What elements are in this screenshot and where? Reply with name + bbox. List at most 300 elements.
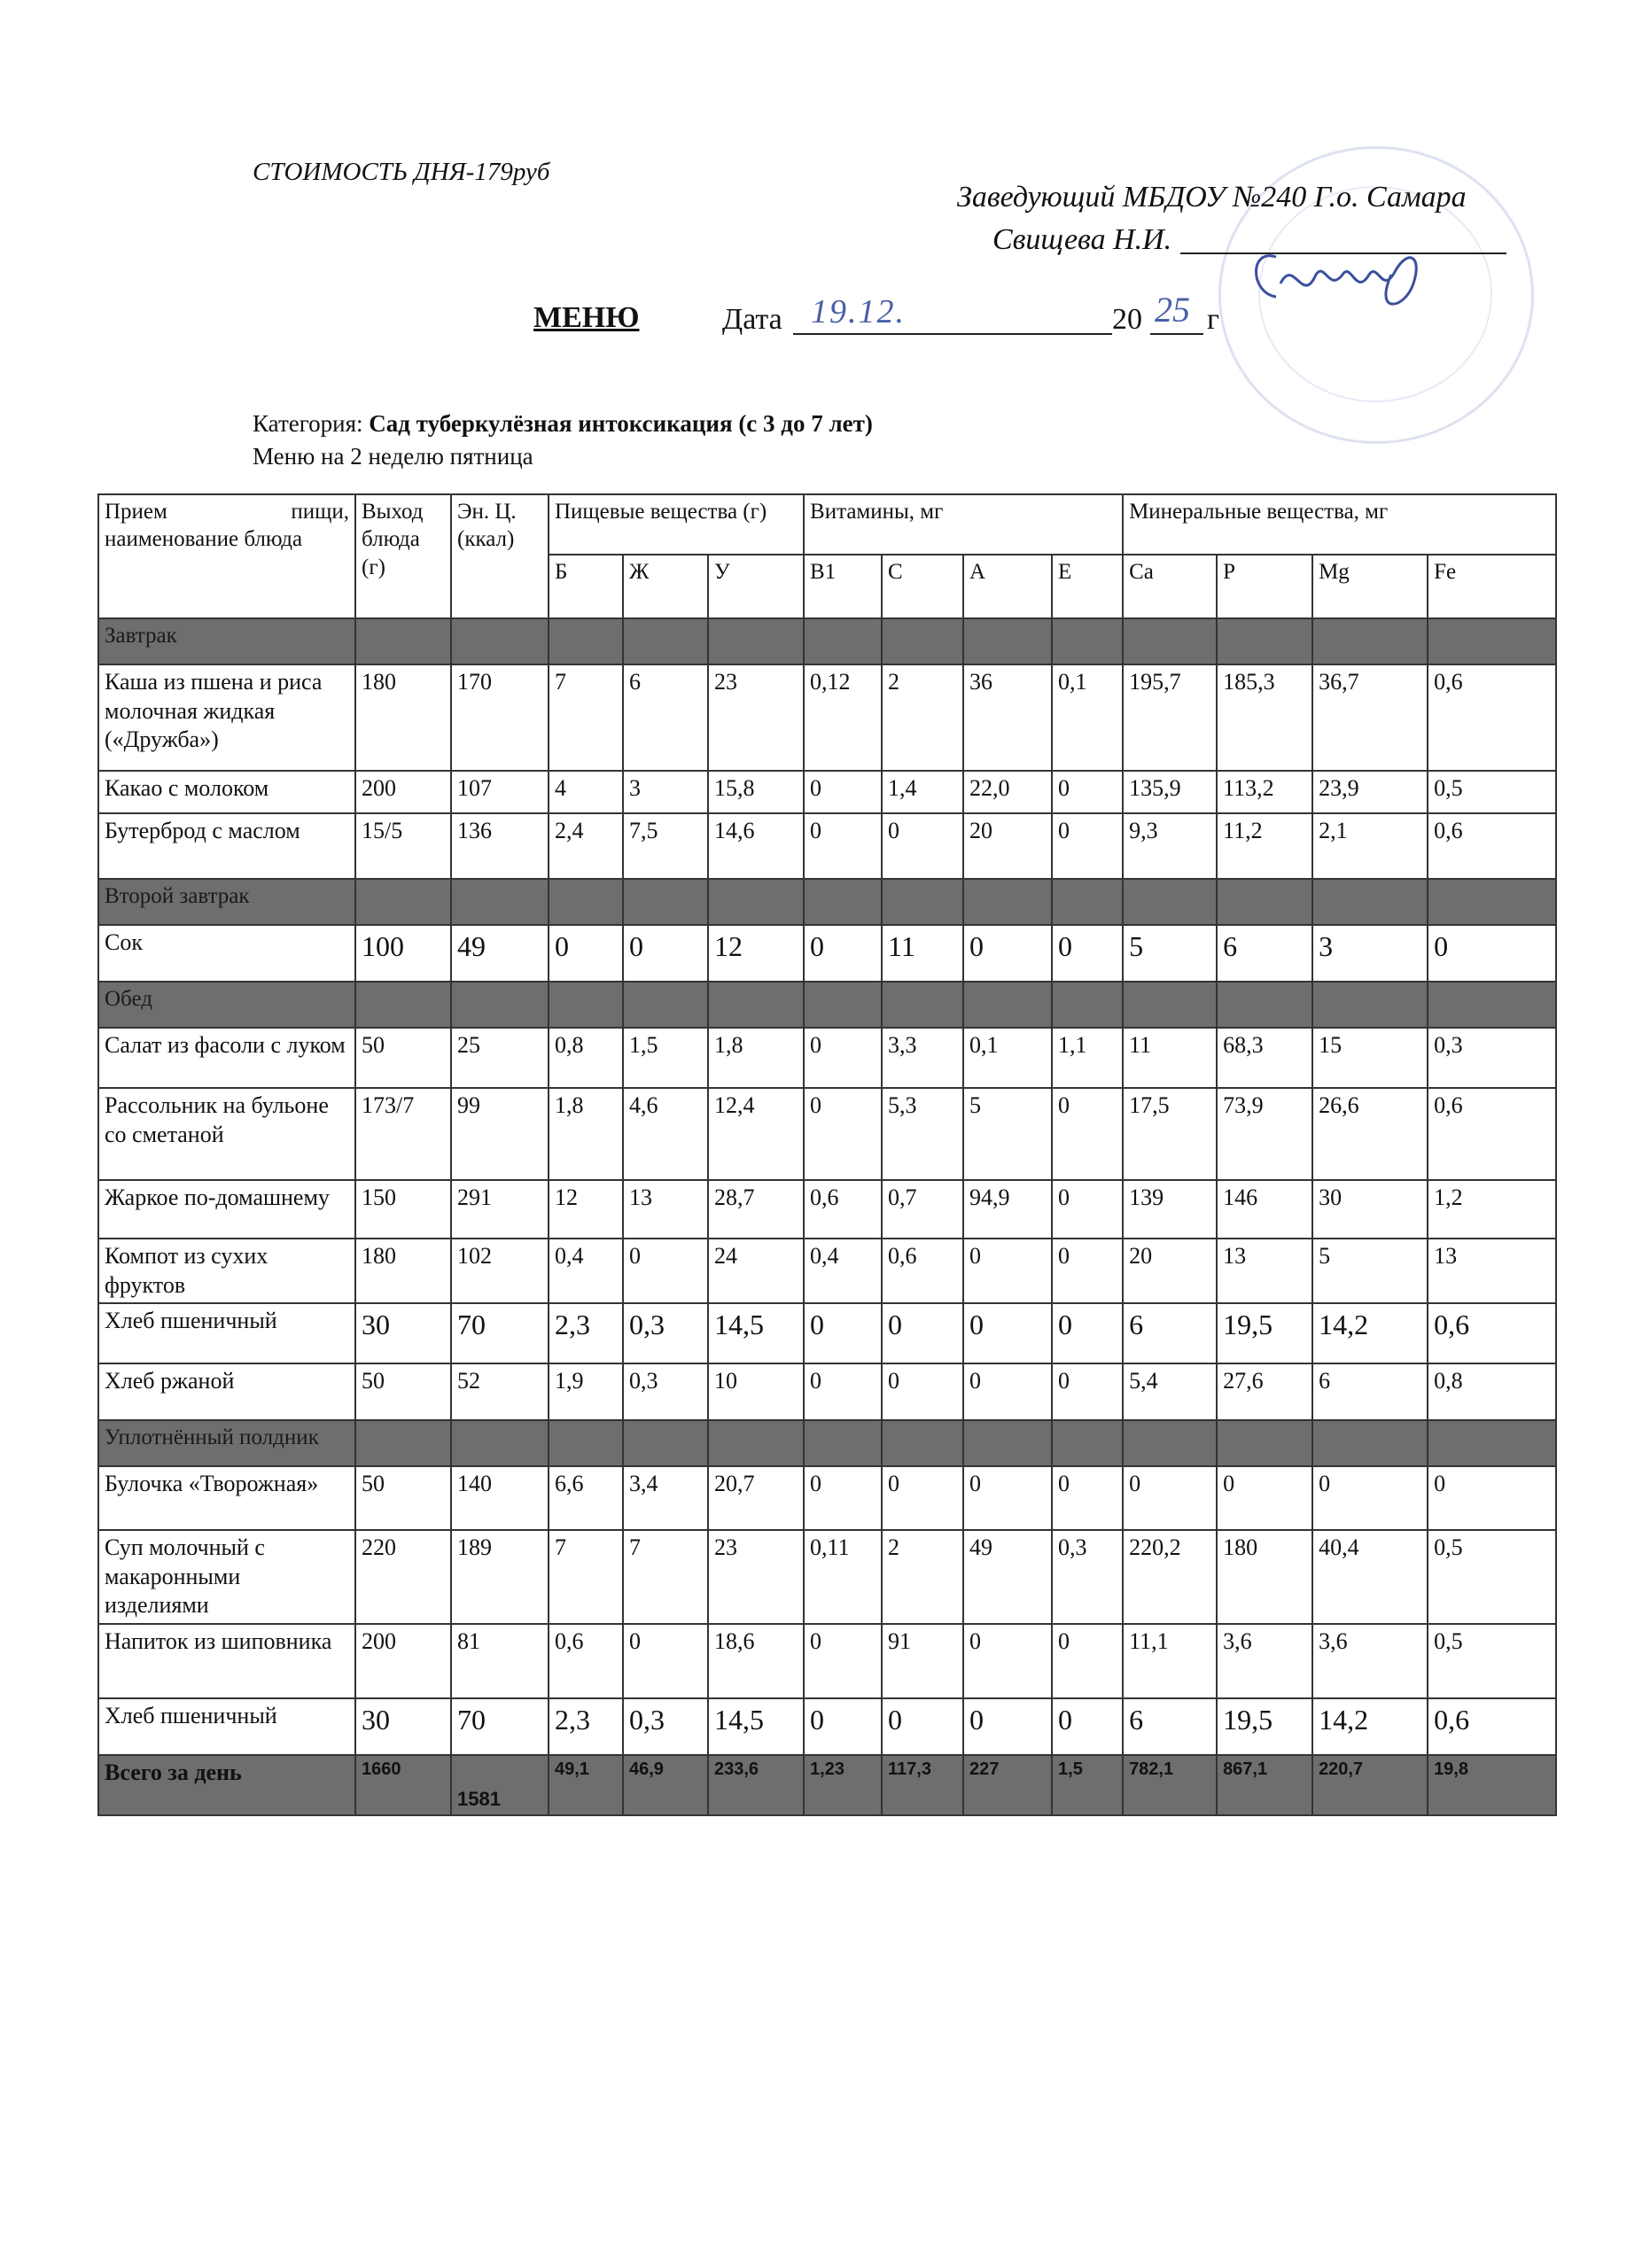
dish-value: 0,8 [549, 1028, 623, 1088]
approval-header-line1: Заведующий МБДОУ №240 Г.о. Самара [957, 181, 1467, 214]
dish-value: 30 [1312, 1180, 1428, 1239]
dish-value: 24 [708, 1239, 804, 1303]
section-filler-cell [1217, 982, 1312, 1028]
year-underline [1150, 333, 1203, 335]
dish-value: 0 [1217, 1466, 1312, 1530]
dish-value: 0 [1428, 1466, 1556, 1530]
dish-value: 52 [451, 1363, 549, 1420]
dish-value: 0 [882, 1466, 963, 1530]
section-filler-cell [1312, 982, 1428, 1028]
dish-value: 5 [1312, 1239, 1428, 1303]
section-filler-cell [882, 1420, 963, 1466]
dish-value: 13 [1217, 1239, 1312, 1303]
dish-value: 13 [623, 1180, 708, 1239]
section-filler-cell [963, 1420, 1052, 1466]
dish-value: 0 [804, 813, 882, 879]
dish-name: Жаркое по-домашнему [98, 1180, 355, 1239]
dish-row [98, 1180, 1556, 1239]
dish-value: 15 [1312, 1028, 1428, 1088]
dish-value: 19,5 [1217, 1698, 1312, 1755]
subheader-cell: Mg [1312, 555, 1428, 618]
dish-value: 26,6 [1312, 1088, 1428, 1180]
dish-value: 94,9 [963, 1180, 1052, 1239]
dish-value: 0,5 [1428, 1530, 1556, 1624]
dish-value: 11,1 [1123, 1624, 1217, 1698]
header-vitamins: Витамины, мг [804, 494, 1123, 555]
total-label: Всего за день [98, 1755, 355, 1815]
section-filler-cell [963, 618, 1052, 664]
subheader-cell: В1 [804, 555, 882, 618]
total-value: 1660 [355, 1755, 451, 1815]
dish-value: 50 [355, 1466, 451, 1530]
dish-value: 0 [1052, 1624, 1123, 1698]
dish-value: 0,3 [623, 1698, 708, 1755]
dish-value: 11 [1123, 1028, 1217, 1088]
section-filler-cell [1123, 982, 1217, 1028]
dish-value: 25 [451, 1028, 549, 1088]
dish-value: 23 [708, 664, 804, 771]
section-filler-cell [708, 879, 804, 925]
header-dish-name: Прием пищи, наименование блюда [98, 494, 355, 618]
day-cost: СТОИМОСТЬ ДНЯ-179руб [253, 158, 550, 186]
dish-value: 13 [1428, 1239, 1556, 1303]
dish-value: 0,6 [1428, 1698, 1556, 1755]
dish-value: 6 [1123, 1303, 1217, 1363]
dish-value: 0,8 [1428, 1363, 1556, 1420]
dish-value: 4,6 [623, 1088, 708, 1180]
dish-value: 20,7 [708, 1466, 804, 1530]
section-row [98, 618, 1556, 664]
section-row [98, 982, 1556, 1028]
dish-value: 22,0 [963, 771, 1052, 813]
section-filler-cell [355, 879, 451, 925]
dish-value: 0,3 [1428, 1028, 1556, 1088]
dish-value: 49 [963, 1530, 1052, 1624]
section-filler-cell [1428, 982, 1556, 1028]
dish-value: 20 [1123, 1239, 1217, 1303]
dish-name: Рассольник на бульоне со сметаной [98, 1088, 355, 1180]
section-filler-cell [1123, 618, 1217, 664]
dish-value: 100 [355, 925, 451, 982]
dish-value: 180 [355, 664, 451, 771]
dish-name: Суп молочный с макаронными изделиями [98, 1530, 355, 1624]
dish-value: 36,7 [1312, 664, 1428, 771]
dish-value: 185,3 [1217, 664, 1312, 771]
dish-value: 11 [882, 925, 963, 982]
dish-row [98, 1698, 1556, 1755]
subheader-cell: Ж [623, 555, 708, 618]
subheader-cell: Б [549, 555, 623, 618]
date-underline [793, 333, 1112, 335]
dish-value: 0 [804, 1028, 882, 1088]
dish-value: 136 [451, 813, 549, 879]
dish-value: 0 [1052, 1466, 1123, 1530]
dish-value: 12 [708, 925, 804, 982]
section-filler-cell [963, 879, 1052, 925]
dish-value: 0 [963, 1303, 1052, 1363]
dish-name: Компот из сухих фруктов [98, 1239, 355, 1303]
dish-value: 0 [963, 1698, 1052, 1755]
dish-value: 200 [355, 771, 451, 813]
dish-value: 0 [963, 1363, 1052, 1420]
dish-value: 0 [1052, 771, 1123, 813]
section-filler-cell [1123, 879, 1217, 925]
dish-name: Бутерброд с маслом [98, 813, 355, 879]
dish-value: 1,5 [623, 1028, 708, 1088]
section-filler-cell [882, 982, 963, 1028]
section-filler-cell [1052, 879, 1123, 925]
dish-value: 107 [451, 771, 549, 813]
section-filler-cell [804, 1420, 882, 1466]
dish-value: 12,4 [708, 1088, 804, 1180]
dish-value: 146 [1217, 1180, 1312, 1239]
dish-value: 9,3 [1123, 813, 1217, 879]
category-line [253, 410, 873, 438]
menu-table [97, 493, 1557, 1816]
dish-row [98, 813, 1556, 879]
dish-value: 0 [804, 1466, 882, 1530]
dish-value: 2,1 [1312, 813, 1428, 879]
dish-value: 0,11 [804, 1530, 882, 1624]
dish-value: 14,5 [708, 1698, 804, 1755]
dish-value: 14,5 [708, 1303, 804, 1363]
dish-value: 4 [549, 771, 623, 813]
section-filler-cell [882, 618, 963, 664]
section-filler-cell [1428, 879, 1556, 925]
dish-value: 0 [804, 1303, 882, 1363]
section-filler-cell [1312, 1420, 1428, 1466]
dish-value: 140 [451, 1466, 549, 1530]
dish-value: 30 [355, 1303, 451, 1363]
dish-value: 0,5 [1428, 771, 1556, 813]
total-value: 49,1 [549, 1755, 623, 1815]
subheader-cell: Fe [1428, 555, 1556, 618]
section-title: Уплотнённый полдник [98, 1420, 355, 1466]
dish-value: 2,3 [549, 1698, 623, 1755]
dish-name: Какао с молоком [98, 771, 355, 813]
dish-value: 0 [1052, 925, 1123, 982]
total-value: 227 [963, 1755, 1052, 1815]
year-prefix: 20 [1112, 303, 1142, 336]
dish-value: 19,5 [1217, 1303, 1312, 1363]
section-filler-cell [549, 879, 623, 925]
dish-value: 7,5 [623, 813, 708, 879]
section-filler-cell [1428, 1420, 1556, 1466]
dish-value: 0,4 [549, 1239, 623, 1303]
dish-value: 0,6 [549, 1624, 623, 1698]
section-filler-cell [1217, 1420, 1312, 1466]
dish-value: 102 [451, 1239, 549, 1303]
dish-value: 17,5 [1123, 1088, 1217, 1180]
section-title: Обед [98, 982, 355, 1028]
section-filler-cell [355, 618, 451, 664]
dish-value: 150 [355, 1180, 451, 1239]
header-energy: Эн. Ц. (ккал) [451, 494, 549, 618]
dish-row [98, 771, 1556, 813]
section-filler-cell [355, 1420, 451, 1466]
dish-value: 5 [963, 1088, 1052, 1180]
subheader-cell: С [882, 555, 963, 618]
dish-value: 1,2 [1428, 1180, 1556, 1239]
section-filler-cell [804, 879, 882, 925]
section-filler-cell [708, 982, 804, 1028]
section-filler-cell [882, 879, 963, 925]
dish-value: 0 [623, 1239, 708, 1303]
dish-name: Хлеб пшеничный [98, 1698, 355, 1755]
dish-name: Сок [98, 925, 355, 982]
dish-value: 0 [1052, 1303, 1123, 1363]
total-value: 46,9 [623, 1755, 708, 1815]
section-title: Второй завтрак [98, 879, 355, 925]
section-filler-cell [623, 982, 708, 1028]
dish-value: 28,7 [708, 1180, 804, 1239]
dish-value: 0 [1123, 1466, 1217, 1530]
section-row [98, 879, 1556, 925]
dish-value: 0 [1052, 1180, 1123, 1239]
dish-value: 3 [623, 771, 708, 813]
dish-value: 189 [451, 1530, 549, 1624]
dish-value: 0 [963, 1624, 1052, 1698]
dish-value: 0 [804, 1088, 882, 1180]
dish-value: 6 [623, 664, 708, 771]
dish-value: 6 [1312, 1363, 1428, 1420]
dish-value: 2,4 [549, 813, 623, 879]
dish-row [98, 664, 1556, 771]
category-label: Категория: [253, 410, 370, 437]
dish-value: 2 [882, 1530, 963, 1624]
dish-value: 99 [451, 1088, 549, 1180]
section-filler-cell [1052, 982, 1123, 1028]
dish-row [98, 1239, 1556, 1303]
dish-value: 0,1 [1052, 664, 1123, 771]
dish-value: 15/5 [355, 813, 451, 879]
dish-value: 7 [549, 1530, 623, 1624]
dish-value: 5 [1123, 925, 1217, 982]
dish-value: 0 [804, 771, 882, 813]
section-filler-cell [623, 618, 708, 664]
dish-value: 23,9 [1312, 771, 1428, 813]
dish-value: 0,3 [623, 1303, 708, 1363]
total-value: 1,5 [1052, 1755, 1123, 1815]
dish-value: 91 [882, 1624, 963, 1698]
section-filler-cell [623, 879, 708, 925]
dish-value: 0 [1428, 925, 1556, 982]
dish-value: 1,4 [882, 771, 963, 813]
dish-value: 0,12 [804, 664, 882, 771]
section-filler-cell [1312, 618, 1428, 664]
dish-value: 0,6 [882, 1239, 963, 1303]
dish-value: 0 [1052, 1239, 1123, 1303]
dish-value: 0 [1052, 1363, 1123, 1420]
handwritten-signature [1241, 221, 1444, 319]
dish-value: 7 [623, 1530, 708, 1624]
dish-value: 0,6 [1428, 664, 1556, 771]
total-value: 117,3 [882, 1755, 963, 1815]
subheader-cell: А [963, 555, 1052, 618]
dish-value: 0 [882, 813, 963, 879]
dish-value: 73,9 [1217, 1088, 1312, 1180]
dish-value: 27,6 [1217, 1363, 1312, 1420]
dish-row [98, 1624, 1556, 1698]
dish-value: 0,3 [1052, 1530, 1123, 1624]
dish-value: 11,2 [1217, 813, 1312, 879]
dish-value: 15,8 [708, 771, 804, 813]
dish-value: 1,9 [549, 1363, 623, 1420]
dish-value: 2,3 [549, 1303, 623, 1363]
dish-value: 0 [882, 1698, 963, 1755]
dish-value: 135,9 [1123, 771, 1217, 813]
dish-value: 6 [1217, 925, 1312, 982]
section-filler-cell [451, 1420, 549, 1466]
header-yield: Выход блюда (г) [355, 494, 451, 618]
total-value: 19,8 [1428, 1755, 1556, 1815]
dish-value: 0 [804, 1363, 882, 1420]
dish-value: 49 [451, 925, 549, 982]
dish-value: 7 [549, 664, 623, 771]
section-row [98, 1420, 1556, 1466]
dish-value: 3,6 [1217, 1624, 1312, 1698]
dish-value: 0,6 [1428, 1303, 1556, 1363]
section-filler-cell [549, 982, 623, 1028]
dish-value: 5,4 [1123, 1363, 1217, 1420]
section-filler-cell [1217, 618, 1312, 664]
dish-value: 0 [1052, 1088, 1123, 1180]
dish-value: 200 [355, 1624, 451, 1698]
dish-value: 139 [1123, 1180, 1217, 1239]
dish-value: 291 [451, 1180, 549, 1239]
dish-value: 0 [882, 1303, 963, 1363]
dish-name: Булочка «Творожная» [98, 1466, 355, 1530]
dish-value: 40,4 [1312, 1530, 1428, 1624]
section-filler-cell [1052, 618, 1123, 664]
dish-row [98, 1303, 1556, 1363]
dish-value: 36 [963, 664, 1052, 771]
dish-value: 0,3 [623, 1363, 708, 1420]
category-value: Сад туберкулёзная интоксикация (с 3 до 7 лет) [369, 410, 873, 437]
total-value: 1581 [451, 1755, 549, 1815]
dish-value: 0 [549, 925, 623, 982]
dish-value: 3 [1312, 925, 1428, 982]
dish-value: 0,5 [1428, 1624, 1556, 1698]
dish-name: Салат из фасоли с луком [98, 1028, 355, 1088]
date-label: Дата [722, 303, 782, 336]
dish-value: 1,8 [708, 1028, 804, 1088]
dish-value: 0 [963, 1466, 1052, 1530]
dish-value: 70 [451, 1698, 549, 1755]
dish-value: 0 [882, 1363, 963, 1420]
approval-header-line2: Свищева Н.И. [992, 223, 1172, 256]
total-value: 220,7 [1312, 1755, 1428, 1815]
dish-value: 0,6 [1428, 813, 1556, 879]
section-filler-cell [549, 618, 623, 664]
dish-value: 12 [549, 1180, 623, 1239]
dish-value: 0 [1052, 1698, 1123, 1755]
menu-title: МЕНЮ [533, 301, 640, 334]
dish-value: 113,2 [1217, 771, 1312, 813]
dish-value: 2 [882, 664, 963, 771]
section-filler-cell [963, 982, 1052, 1028]
dish-value: 81 [451, 1624, 549, 1698]
dish-value: 220,2 [1123, 1530, 1217, 1624]
section-filler-cell [708, 1420, 804, 1466]
dish-value: 173/7 [355, 1088, 451, 1180]
dish-value: 1,8 [549, 1088, 623, 1180]
dish-value: 18,6 [708, 1624, 804, 1698]
section-filler-cell [804, 618, 882, 664]
dish-name: Напиток из шиповника [98, 1624, 355, 1698]
section-title: Завтрак [98, 618, 355, 664]
section-filler-cell [804, 982, 882, 1028]
section-filler-cell [549, 1420, 623, 1466]
section-filler-cell [355, 982, 451, 1028]
dish-value: 3,4 [623, 1466, 708, 1530]
dish-value: 0 [804, 1624, 882, 1698]
dish-name: Каша из пшена и риса молочная жидкая («Дружба») [98, 664, 355, 771]
section-filler-cell [1428, 618, 1556, 664]
subheader-cell: Р [1217, 555, 1312, 618]
dish-value: 0 [1052, 813, 1123, 879]
dish-name: Хлеб ржаной [98, 1363, 355, 1420]
dish-value: 0 [963, 1239, 1052, 1303]
dish-value: 70 [451, 1303, 549, 1363]
dish-value: 6 [1123, 1698, 1217, 1755]
total-value: 867,1 [1217, 1755, 1312, 1815]
section-filler-cell [623, 1420, 708, 1466]
dish-value: 0 [623, 925, 708, 982]
dish-value: 0 [1312, 1466, 1428, 1530]
dish-value: 5,3 [882, 1088, 963, 1180]
total-value: 782,1 [1123, 1755, 1217, 1815]
dish-value: 0,7 [882, 1180, 963, 1239]
dish-value: 50 [355, 1363, 451, 1420]
dish-value: 3,6 [1312, 1624, 1428, 1698]
dish-value: 0 [804, 925, 882, 982]
dish-name: Хлеб пшеничный [98, 1303, 355, 1363]
dish-row [98, 1363, 1556, 1420]
dish-value: 0 [963, 925, 1052, 982]
section-filler-cell [708, 618, 804, 664]
total-row [98, 1755, 1556, 1815]
section-filler-cell [1217, 879, 1312, 925]
dish-value: 0,4 [804, 1239, 882, 1303]
header-minerals: Минеральные вещества, мг [1123, 494, 1556, 555]
dish-row [98, 925, 1556, 982]
dish-value: 180 [355, 1239, 451, 1303]
dish-value: 30 [355, 1698, 451, 1755]
subheader-cell: У [708, 555, 804, 618]
section-filler-cell [451, 618, 549, 664]
section-filler-cell [451, 879, 549, 925]
dish-row [98, 1088, 1556, 1180]
year-suffix: г [1207, 303, 1219, 336]
section-filler-cell [1123, 1420, 1217, 1466]
dish-value: 170 [451, 664, 549, 771]
dish-value: 180 [1217, 1530, 1312, 1624]
dish-value: 23 [708, 1530, 804, 1624]
section-filler-cell [1052, 1420, 1123, 1466]
dish-value: 14,6 [708, 813, 804, 879]
dish-value: 1,1 [1052, 1028, 1123, 1088]
section-filler-cell [451, 982, 549, 1028]
dish-value: 220 [355, 1530, 451, 1624]
dish-row [98, 1028, 1556, 1088]
dish-value: 0,6 [804, 1180, 882, 1239]
dish-value: 20 [963, 813, 1052, 879]
total-value: 233,6 [708, 1755, 804, 1815]
week-line: Меню на 2 неделю пятница [253, 443, 533, 470]
dish-value: 14,2 [1312, 1303, 1428, 1363]
dish-value: 6,6 [549, 1466, 623, 1530]
